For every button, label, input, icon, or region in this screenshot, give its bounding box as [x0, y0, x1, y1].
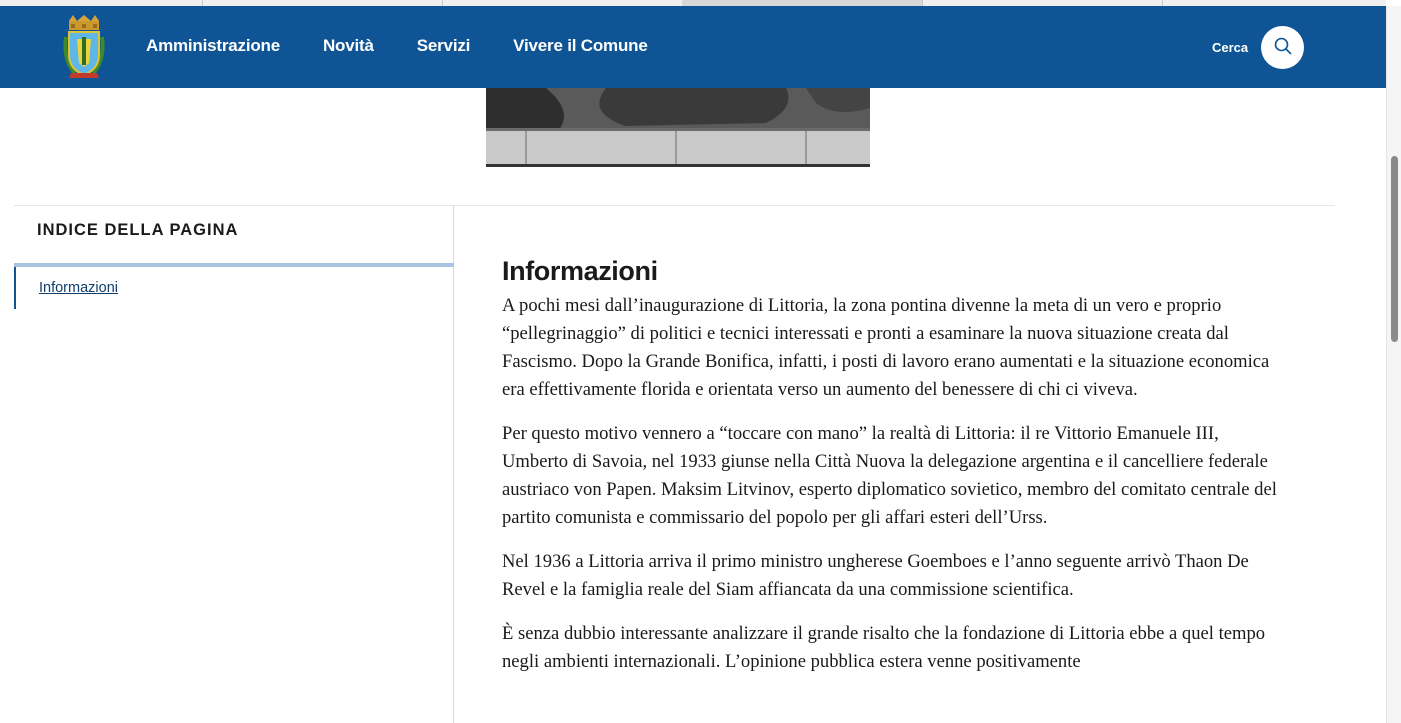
paragraph: Nel 1936 a Littoria arriva il primo ministro ungherese Goemboes e l’anno seguente arrivò Thaon De Revel e la famiglia reale del Siam affiancata da una commissione scientifica. [502, 551, 1249, 600]
page-scrollbar[interactable] [1386, 6, 1401, 723]
scrollbar-thumb[interactable] [1391, 156, 1398, 342]
nav-item-vivere-il-comune[interactable]: Vivere il Comune [513, 36, 648, 55]
nav-item-servizi[interactable]: Servizi [416, 36, 471, 55]
page-index-link-informazioni[interactable]: Informazioni [39, 280, 118, 296]
page-index-title: INDICE DELLA PAGINA [37, 221, 239, 239]
search-icon [1273, 36, 1293, 59]
main-navigation [146, 36, 648, 56]
paragraph: A pochi mesi dall’inaugurazione di Littoria, la zona pontina divenne la meta di un vero e proprio “pellegrinaggio” di politici e tecnici interessati e pronti a esaminare la nuova situazione creata dal Fascismo. Dopo la Grande Bonifica, infatti, i posti di lavoro erano aumentati e la situazione economica era effettivamente florida e orientata verso un aumento del benessere di chi ci viveva. [502, 295, 1270, 400]
page-index-sidebar [14, 206, 454, 723]
paragraph: È senza dubbio interessante analizzare il grande risalto che la fondazione di Littoria ebbe a quel tempo negli ambienti internazionali. L’opinione pubblica estera venne positivamente [502, 623, 1266, 672]
hero-image [486, 88, 870, 167]
nav-item-novita[interactable]: Novità [322, 36, 374, 55]
coat-of-arms-logo[interactable] [63, 15, 105, 79]
page-index-list [14, 267, 454, 309]
search-button[interactable] [1261, 26, 1304, 69]
paragraph: Per questo motivo vennero a “toccare con mano” la realtà di Littoria: il re Vittorio Emanuele III, Umberto di Savoia, nel 1933 giunse nella Città Nuova la delegazione argentina e il cancelliere federale austriaco von Papen. Maksim Litvinov, esperto diplomatico sovietico, membro del comitato centrale del partito comunista e commissario del popolo per gli affari esteri dell’Urss. [502, 423, 1277, 528]
section-heading: Informazioni [502, 256, 658, 286]
article-content [502, 254, 1292, 692]
search-label[interactable]: Cerca [1212, 40, 1249, 55]
nav-item-amministrazione[interactable]: Amministrazione [146, 36, 280, 55]
site-header [0, 6, 1386, 88]
